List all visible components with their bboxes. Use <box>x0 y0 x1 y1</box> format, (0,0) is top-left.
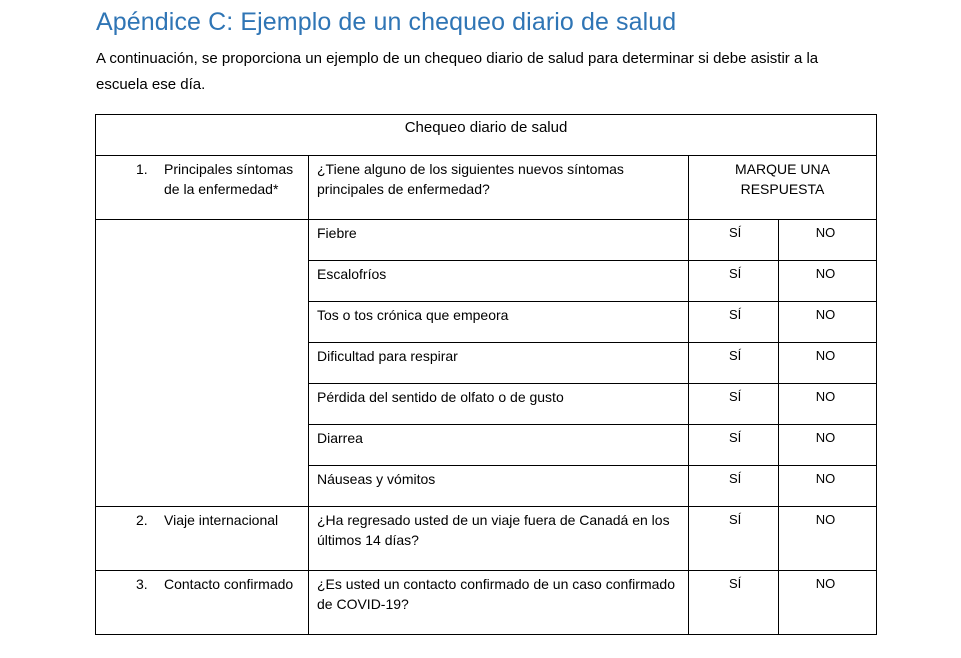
yes-option[interactable]: SÍ <box>689 343 779 384</box>
no-option[interactable]: NO <box>779 220 877 261</box>
symptom-label: Pérdida del sentido de olfato o de gusto <box>309 384 689 425</box>
question-cell: ¿Tiene alguno de los siguientes nuevos síntomas principales de enfermedad? <box>309 156 689 220</box>
question-cell: ¿Es usted un contacto confirmado de un caso confirmado de COVID-19? <box>309 571 689 635</box>
no-option[interactable]: NO <box>779 343 877 384</box>
no-option[interactable]: NO <box>779 425 877 466</box>
symptom-label: Tos o tos crónica que empeora <box>309 302 689 343</box>
table-caption: Chequeo diario de salud <box>96 115 877 156</box>
table-row <box>96 220 877 261</box>
category-number: 2. <box>136 512 148 528</box>
category-number: 1. <box>136 161 148 177</box>
health-check-table <box>95 114 877 635</box>
question-cell: ¿Ha regresado usted de un viaje fuera de Canadá en los últimos 14 días? <box>309 507 689 571</box>
table-row <box>96 156 877 220</box>
no-option[interactable]: NO <box>779 261 877 302</box>
page-title: Apéndice C: Ejemplo de un chequeo diario de salud <box>96 8 677 36</box>
category-cell-travel <box>96 507 309 571</box>
yes-option[interactable]: SÍ <box>689 302 779 343</box>
no-option[interactable]: NO <box>779 302 877 343</box>
symptom-label: Diarrea <box>309 425 689 466</box>
no-option[interactable]: NO <box>779 466 877 507</box>
empty-category-cell <box>96 220 309 507</box>
category-label: Principales síntomas de la enfermedad* <box>164 161 294 197</box>
category-cell-contact <box>96 571 309 635</box>
intro-paragraph: A continuación, se proporciona un ejemplo de un chequeo diario de salud para determinar si debe asistir a la escuela ese día. <box>96 50 819 93</box>
symptom-label: Dificultad para respirar <box>309 343 689 384</box>
category-label: Contacto confirmado <box>164 576 294 592</box>
category-number: 3. <box>136 576 148 592</box>
table-caption-row <box>96 115 877 156</box>
yes-option[interactable]: SÍ <box>689 507 779 571</box>
symptom-label: Náuseas y vómitos <box>309 466 689 507</box>
no-option[interactable]: NO <box>779 384 877 425</box>
no-option[interactable]: NO <box>779 571 877 635</box>
yes-option[interactable]: SÍ <box>689 220 779 261</box>
symptom-label: Fiebre <box>309 220 689 261</box>
no-option[interactable]: NO <box>779 507 877 571</box>
category-label: Viaje internacional <box>164 512 279 528</box>
yes-option[interactable]: SÍ <box>689 466 779 507</box>
table-row <box>96 507 877 571</box>
table-row <box>96 571 877 635</box>
symptom-label: Escalofríos <box>309 261 689 302</box>
answer-header: MARQUE UNA RESPUESTA <box>689 156 877 220</box>
yes-option[interactable]: SÍ <box>689 425 779 466</box>
category-cell-symptoms <box>96 156 309 220</box>
yes-option[interactable]: SÍ <box>689 571 779 635</box>
yes-option[interactable]: SÍ <box>689 384 779 425</box>
yes-option[interactable]: SÍ <box>689 261 779 302</box>
